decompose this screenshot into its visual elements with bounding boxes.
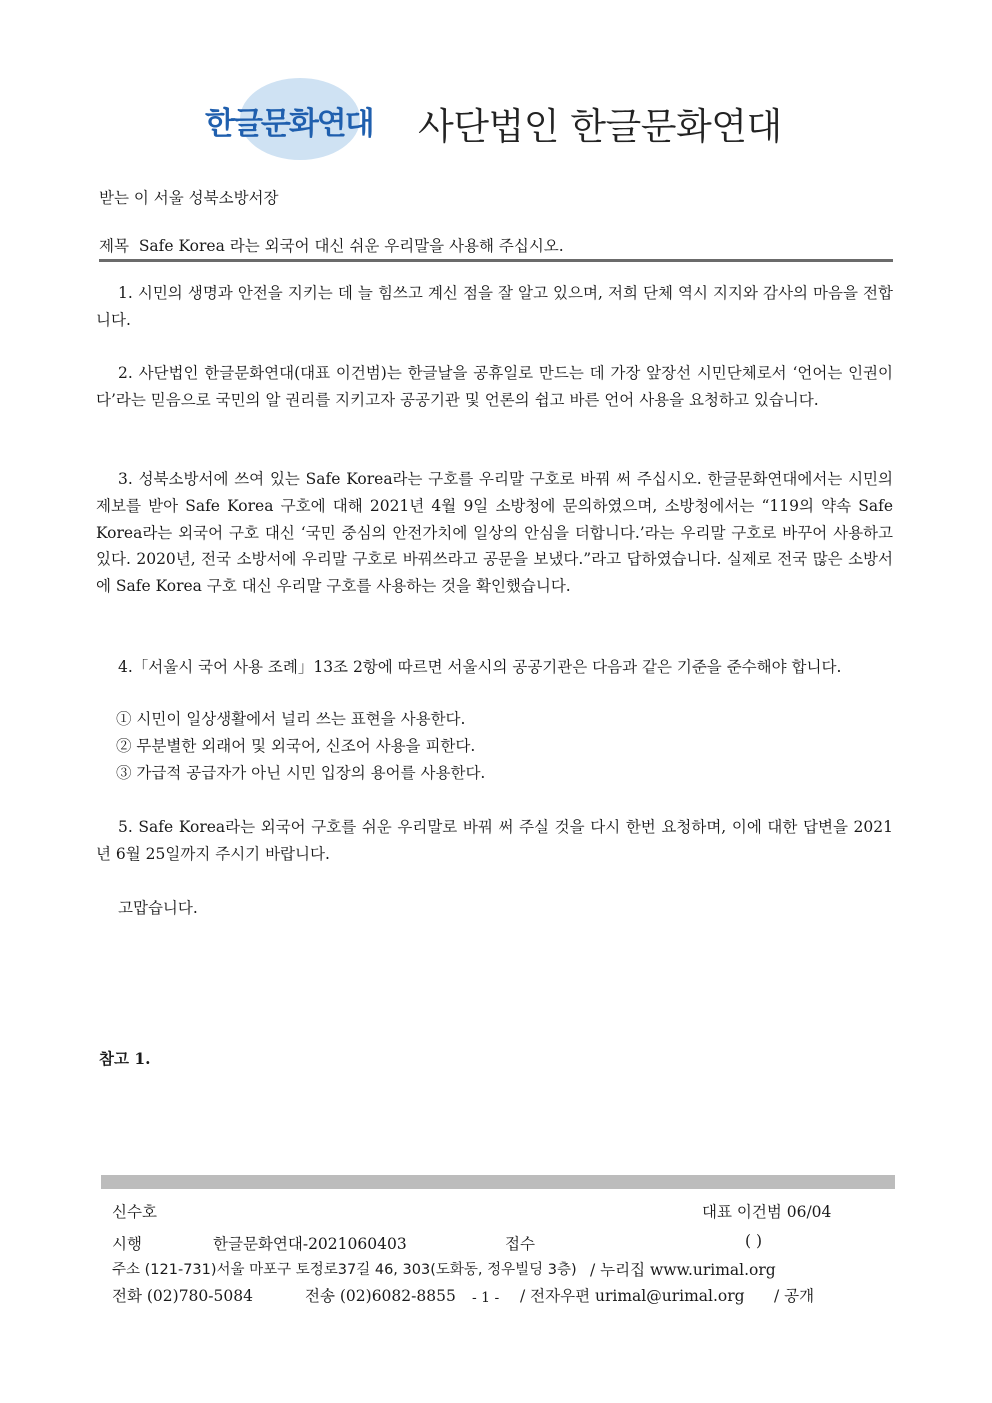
paragraph-4: 4.「서울시 국어 사용 조례」13조 2항에 따르면 서울시의 공공기관은 다음과 같은 기준을 준수해야 합니다. (118, 658, 842, 676)
website: / 누리집 www.urimal.org (590, 1261, 776, 1279)
criteria-item: ① 시민이 일상생활에서 널리 쓰는 표현을 사용한다. (116, 710, 466, 728)
paragraph-3: 3. 성북소방서에 쓰여 있는 Safe Korea라는 구호를 우리말 구호로 바꿔 써 주십시오. 한글문화연대에서는 시민의 제보를 받아 Safe Korea 구호에 대해 2021년 4월 9일 소방청에 문의하였으며, 소방청에서는 “119의 약속 Safe Korea라는 외국어 구호 대신 ‘국민 중심의 안전가치에 일상의 안심을 더합니다.’라는 우리말 구호로 바꾸어 사용하고 있다. 2020년, 전국 소방서에 우리말 구호로 바꿔쓰라고 공문을 보냈다.”라고 답하였습니다. 실제로 전국 많은 소방서에 Safe Korea 구호 대신 우리말 구호를 사용하는 것을 확인했습니다. (96, 470, 893, 596)
approver: 대표 이건범 06/04 (702, 1203, 832, 1221)
criteria-item: ③ 가급적 공급자가 아닌 시민 입장의 용어를 사용한다. (116, 763, 486, 782)
sender-label: 신수호 (112, 1203, 157, 1221)
recipient-line (99, 186, 279, 208)
receipt-label: 접수 (505, 1235, 535, 1253)
page-number: - 1 - (472, 1290, 500, 1306)
address: 주소 (121-731)서울 마포구 토정로37길 46, 303(도화동, 정우빌딩 3층) (112, 1262, 577, 1278)
enforce-label: 시행 (112, 1235, 142, 1253)
paragraph-2: 2. 사단법인 한글문화연대(대표 이건범)는 한글날을 공휴일로 만드는 데 가장 앞장선 시민단체로서 ‘언어는 인권이다’라는 믿음으로 국민의 알 권리를 지키고자 공공기관 및 언론의 쉽고 바른 언어 사용을 요청하고 있습니다. (96, 364, 893, 409)
fax: 전송 (02)6082-8855 (305, 1287, 456, 1305)
footer-divider (101, 1175, 895, 1189)
recipient-label: 받는 이 (99, 189, 149, 207)
subject-label: 제목 (99, 237, 129, 255)
enforce-number: 한글문화연대-2021060403 (213, 1235, 407, 1253)
closing: 고맙습니다. (118, 899, 198, 917)
organization-title: 사단법인 한글문화연대 (418, 105, 782, 148)
public-status: / 공개 (774, 1287, 815, 1305)
subject-line (99, 234, 564, 256)
paragraph-5: 5. Safe Korea라는 외국어 구호를 쉬운 우리말로 바꿔 써 주실 것을 다시 한번 요청하며, 이에 대한 답변을 2021년 6월 25일까지 주시기 바랍니다. (96, 818, 893, 863)
receipt-value: ( ) (745, 1232, 763, 1250)
subject-value: Safe Korea 라는 외국어 대신 쉬운 우리말을 사용해 주십시오. (138, 237, 564, 255)
criteria-list (116, 706, 485, 786)
logo: 한글문화연대 (205, 106, 373, 142)
email: / 전자우편 urimal@urimal.org (520, 1287, 745, 1305)
recipient-value: 서울 성북소방서장 (153, 189, 279, 207)
reference-label: 참고 1. (99, 1049, 151, 1068)
subject-divider (99, 259, 893, 262)
paragraph-1: 1. 시민의 생명과 안전을 지키는 데 늘 힘쓰고 계신 점을 잘 알고 있으며, 저희 단체 역시 지지와 감사의 마음을 전합니다. (96, 284, 893, 329)
phone: 전화 (02)780-5084 (112, 1287, 253, 1305)
criteria-item: ② 무분별한 외래어 및 외국어, 신조어 사용을 피한다. (116, 736, 476, 755)
